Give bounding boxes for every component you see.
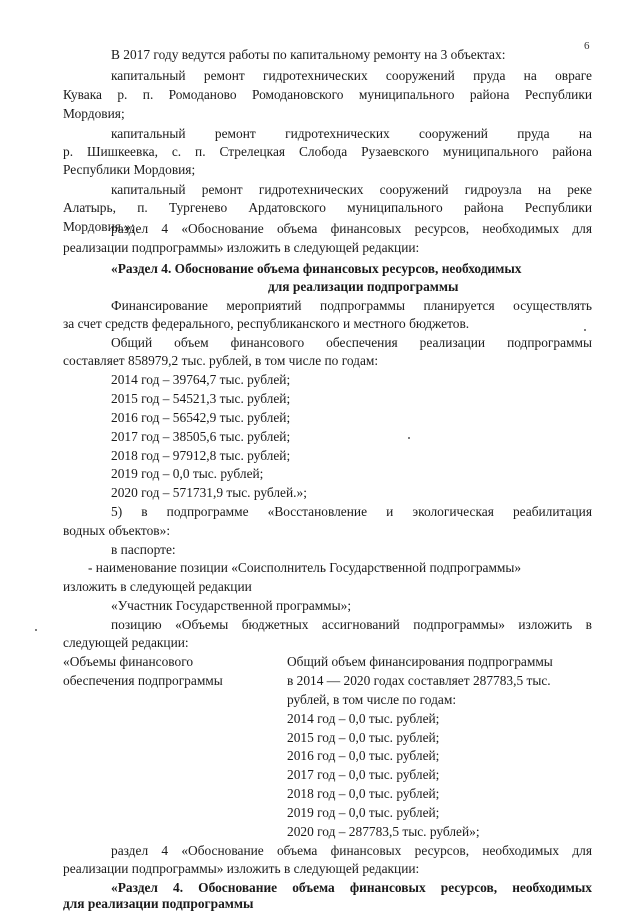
section-heading: для реализации подпрограммы — [268, 279, 459, 294]
text-line: реализации подпрограммы» изложить в следующей редакции: — [63, 861, 420, 876]
table-value: в 2014 — 2020 годах составляет 287783,5 тыс. — [287, 673, 551, 688]
text-line: Алатырь, п. Тургенево Ардатовского муниципального района Республики — [63, 200, 592, 215]
table-value: 2015 год – 0,0 тыс. рублей; — [287, 730, 440, 745]
text-line: р. Шишкеевка, с. п. Стрелецкая Слобода Рузаевского муниципального района — [63, 144, 592, 159]
table-value: 2019 год – 0,0 тыс. рублей; — [287, 805, 440, 820]
text-line: В 2017 году ведутся работы по капитальному ремонту на 3 объектах: — [111, 47, 506, 62]
text-line: Мордовия; — [63, 106, 125, 121]
text-line: 2015 год – 54521,3 тыс. рублей; — [111, 391, 291, 406]
section-heading: «Раздел 4. Обоснование объема финансовых ресурсов, необходимых — [111, 261, 522, 276]
text-line: реализации подпрограммы» изложить в следующей редакции: — [63, 240, 420, 255]
table-value: 2018 год – 0,0 тыс. рублей; — [287, 786, 440, 801]
text-line: раздел 4 «Обоснование объема финансовых ресурсов, необходимых для — [111, 221, 592, 236]
table-label: обеспечения подпрограммы — [63, 673, 223, 688]
text-line: 5) в подпрограмме «Восстановление и экологическая реабилитация — [111, 504, 592, 519]
table-value: 2016 год – 0,0 тыс. рублей; — [287, 748, 440, 763]
scan-speck — [584, 329, 586, 331]
text-line: 2014 год – 39764,7 тыс. рублей; — [111, 372, 291, 387]
text-line: «Участник Государственной программы»; — [111, 598, 352, 613]
table-value: 2014 год – 0,0 тыс. рублей; — [287, 711, 440, 726]
table-label: «Объемы финансового — [63, 654, 194, 669]
text-line: Кувака р. п. Ромоданово Ромодановского муниципального района Республики — [63, 87, 592, 102]
page-number: 6 — [584, 40, 590, 52]
text-line: капитальный ремонт гидротехнических сооружений пруда на овраге — [111, 68, 592, 83]
text-line: - наименование позиции «Соисполнитель Государственной подпрограммы» — [88, 560, 522, 575]
text-line: водных объектов»: — [63, 523, 171, 538]
text-line: 2020 год – 571731,9 тыс. рублей.»; — [111, 485, 307, 500]
text-line: следующей редакции: — [63, 635, 189, 650]
text-line: Республики Мордовия; — [63, 162, 196, 177]
text-line: составляет 858979,2 тыс. рублей, в том числе по годам: — [63, 353, 379, 368]
table-value: рублей, в том числе по годам: — [287, 692, 457, 707]
section-heading: «Раздел 4. Обоснование объема финансовых ресурсов, необходимых — [111, 880, 592, 895]
table-value: Общий объем финансирования подпрограммы — [287, 654, 553, 669]
text-line: Финансирование мероприятий подпрограммы планируется осуществлять — [111, 298, 592, 313]
text-line: капитальный ремонт гидротехнических сооружений пруда на — [111, 126, 592, 141]
scan-speck — [408, 437, 410, 439]
text-line: 2017 год – 38505,6 тыс. рублей; — [111, 429, 291, 444]
text-line: 2019 год – 0,0 тыс. рублей; — [111, 466, 264, 481]
text-line: Общий объем финансового обеспечения реализации подпрограммы — [111, 335, 592, 350]
text-line: 2016 год – 56542,9 тыс. рублей; — [111, 410, 291, 425]
text-line: в паспорте: — [111, 542, 176, 557]
text-line: 2018 год – 97912,8 тыс. рублей; — [111, 448, 291, 463]
section-heading: для реализации подпрограммы — [63, 896, 254, 911]
text-line: за счет средств федерального, республиканского и местного бюджетов. — [63, 316, 470, 331]
scan-speck — [35, 629, 37, 631]
text-line: позицию «Объемы бюджетных ассигнований подпрограммы» изложить в — [111, 617, 592, 632]
text-line: Мордовия.»; — [63, 219, 135, 234]
text-line: раздел 4 «Обоснование объема финансовых ресурсов, необходимых для — [111, 843, 592, 858]
text-line: изложить в следующей редакции — [63, 579, 252, 594]
table-value: 2020 год – 287783,5 тыс. рублей»; — [287, 824, 480, 839]
table-value: 2017 год – 0,0 тыс. рублей; — [287, 767, 440, 782]
text-line: капитальный ремонт гидротехнических сооружений гидроузла на реке — [111, 182, 592, 197]
